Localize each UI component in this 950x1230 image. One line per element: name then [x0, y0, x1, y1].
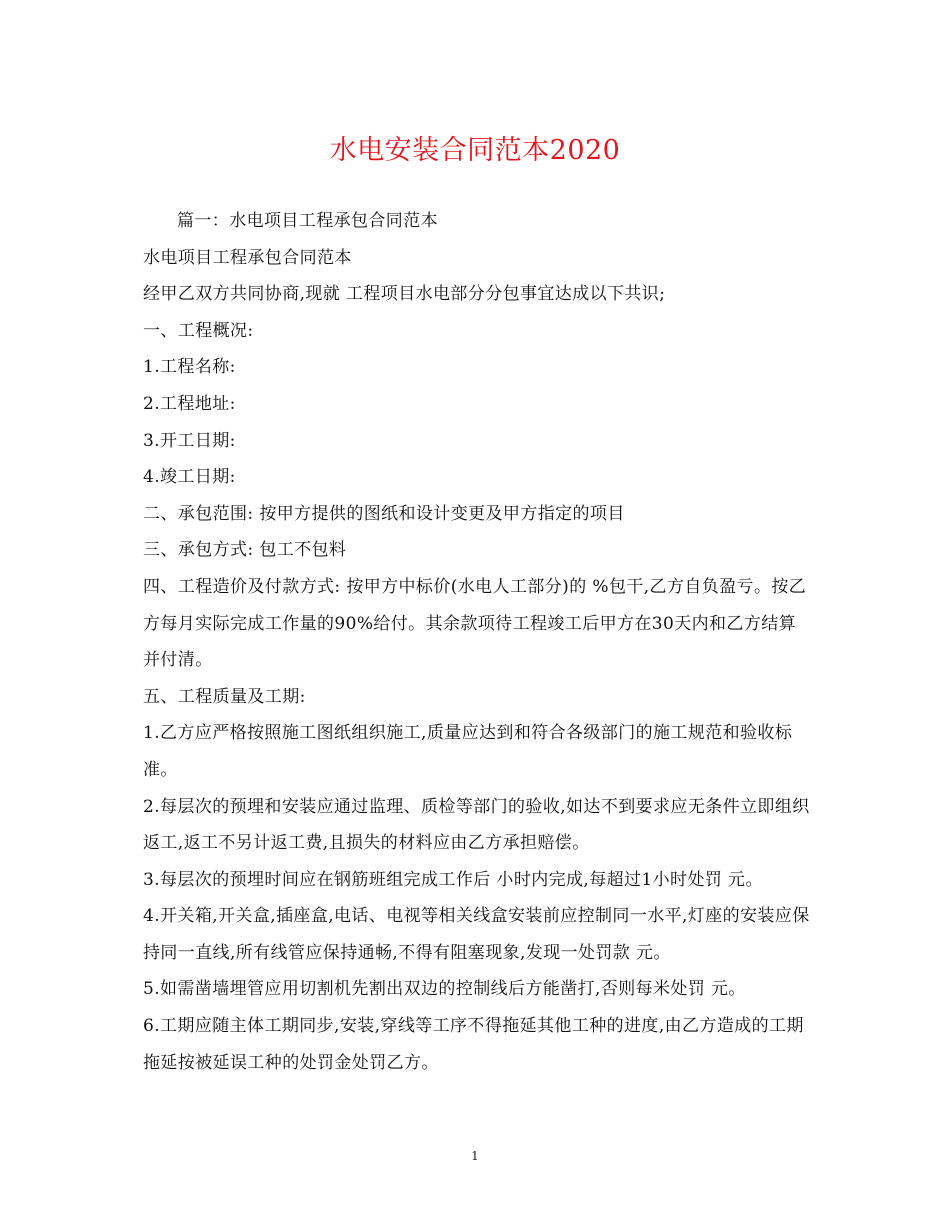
clause-item: 2.每层次的预埋和安装应通过监理、质检等部门的验收,如达不到要求应无条件立即组织返工,返工不另计返工费,且损失的材料应由乙方承担赔偿。: [143, 796, 810, 854]
clause-item: 1.工程名称:: [143, 357, 236, 378]
document-body: [143, 203, 813, 1081]
contract-name: 水电项目工程承包合同范本: [143, 247, 352, 268]
clause-item: 6.工期应随主体工期同步,安装,穿线等工序不得拖延其他工种的进度,由乙方造成的工期拖延按被延误工种的处罚金处罚乙方。: [143, 1016, 804, 1073]
clause-item: 1.乙方应严格按照施工图纸组织施工,质量应达到和符合各级部门的施工规范和验收标准。: [143, 723, 793, 780]
clause-item: 3.开工日期:: [143, 430, 236, 451]
clause-heading: 二、承包范围: 按甲方提供的图纸和设计变更及甲方指定的项目: [143, 503, 625, 524]
clause-item: 3.每层次的预埋时间应在钢筋班组完成工作后 小时内完成,每超过1小时处罚 元。: [143, 869, 763, 890]
clause-item: 4.开关箱,开关盒,插座盒,电话、电视等相关线盒安装前应控制同一水平,灯座的安装应保持同一直线,所有线管应保持通畅,不得有阻塞现象,发现一处罚款 元。: [143, 906, 810, 963]
preamble: 经甲乙双方共同协商,现就 工程项目水电部分分包事宜达成以下共识;: [143, 284, 666, 305]
clause-paragraph: 四、工程造价及付款方式: 按甲方中标价(水电人工部分)的 %包干,乙方自负盈亏。按乙方每月实际完成工作量的90%给付。其余款项待工程竣工后甲方在30天内和乙方结算并付清。: [143, 576, 807, 671]
clause-item: 2.工程地址:: [143, 393, 236, 414]
clause-heading: 一、工程概况:: [143, 320, 254, 341]
section-heading: 篇一：水电项目工程承包合同范本: [177, 211, 438, 231]
page-number: 1: [471, 1149, 479, 1163]
clause-item: 5.如需凿墙埋管应用切割机先割出双边的控制线后方能凿打,否则每米处罚 元。: [143, 979, 746, 1000]
document-title: 水电安装合同范本2020: [329, 135, 621, 166]
clause-item: 4.竣工日期:: [143, 467, 236, 488]
clause-heading: 三、承包方式: 包工不包料: [143, 540, 347, 561]
clause-heading: 五、工程质量及工期:: [143, 686, 306, 707]
